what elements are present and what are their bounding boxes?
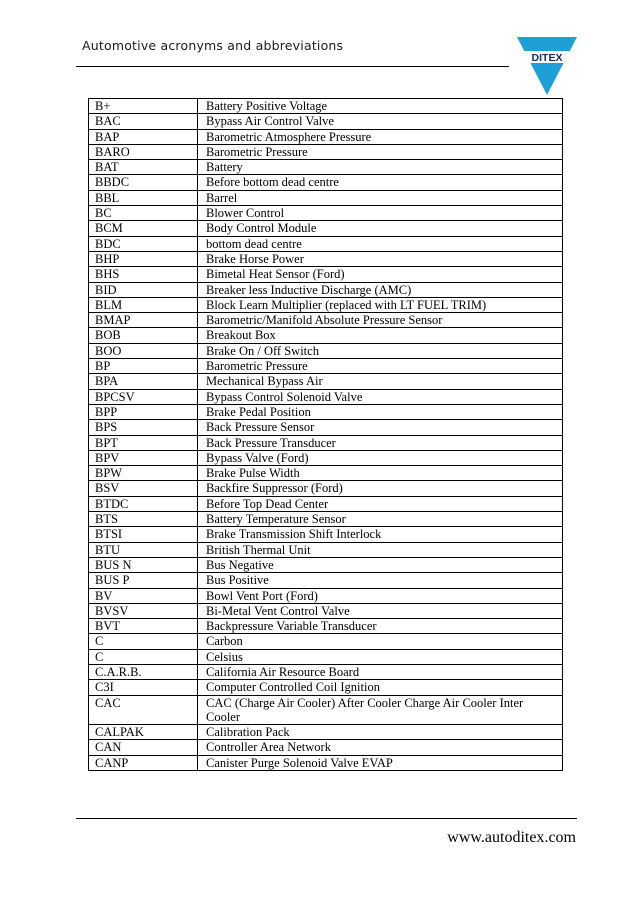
table-row bbox=[89, 450, 563, 465]
table-row bbox=[89, 99, 563, 114]
table-row bbox=[89, 755, 563, 770]
table-row bbox=[89, 328, 563, 343]
definition-cell: California Air Resource Board bbox=[198, 664, 563, 679]
table-row bbox=[89, 221, 563, 236]
definition-cell: Battery Temperature Sensor bbox=[198, 512, 563, 527]
definition-cell: Brake Horse Power bbox=[198, 251, 563, 266]
acronym-cell: BTU bbox=[89, 542, 198, 557]
table-row bbox=[89, 297, 563, 312]
definition-cell: Before bottom dead centre bbox=[198, 175, 563, 190]
acronym-cell: BAT bbox=[89, 160, 198, 175]
acronym-cell: BBDC bbox=[89, 175, 198, 190]
acronym-cell: BUS N bbox=[89, 557, 198, 572]
definition-cell: Celsius bbox=[198, 649, 563, 664]
footer-website[interactable]: www.autoditex.com bbox=[447, 829, 576, 846]
acronym-cell: BTS bbox=[89, 512, 198, 527]
acronym-cell: BTSI bbox=[89, 527, 198, 542]
definition-cell: Bimetal Heat Sensor (Ford) bbox=[198, 267, 563, 282]
table-row bbox=[89, 359, 563, 374]
table-row bbox=[89, 404, 563, 419]
definition-cell: Bypass Air Control Valve bbox=[198, 114, 563, 129]
table-row bbox=[89, 313, 563, 328]
definition-cell: Battery Positive Voltage bbox=[198, 99, 563, 114]
table-row bbox=[89, 435, 563, 450]
acronym-cell: BHS bbox=[89, 267, 198, 282]
logo-text: DITEX bbox=[531, 52, 563, 64]
definition-cell: Bus Negative bbox=[198, 557, 563, 572]
definition-cell: Brake On / Off Switch bbox=[198, 343, 563, 358]
definition-cell: Barometric Pressure bbox=[198, 144, 563, 159]
definition-cell: Backpressure Variable Transducer bbox=[198, 619, 563, 634]
acronym-cell: BLM bbox=[89, 297, 198, 312]
definition-cell: Canister Purge Solenoid Valve EVAP bbox=[198, 755, 563, 770]
acronym-cell: BCM bbox=[89, 221, 198, 236]
acronym-cell: BMAP bbox=[89, 313, 198, 328]
table-row bbox=[89, 680, 563, 695]
definition-cell: Mechanical Bypass Air bbox=[198, 374, 563, 389]
definition-cell: Bypass Valve (Ford) bbox=[198, 450, 563, 465]
acronym-cell: BBL bbox=[89, 190, 198, 205]
table-row bbox=[89, 603, 563, 618]
acronym-cell: BP bbox=[89, 359, 198, 374]
acronym-cell: BOO bbox=[89, 343, 198, 358]
acronym-cell: C bbox=[89, 649, 198, 664]
table-row bbox=[89, 420, 563, 435]
table-row bbox=[89, 251, 563, 266]
acronym-cell: B+ bbox=[89, 99, 198, 114]
acronym-cell: BTDC bbox=[89, 496, 198, 511]
table-row bbox=[89, 466, 563, 481]
acronym-cell: BVT bbox=[89, 619, 198, 634]
definition-cell: Controller Area Network bbox=[198, 740, 563, 755]
acronym-table-container bbox=[88, 98, 563, 771]
acronym-cell: BARO bbox=[89, 144, 198, 159]
table-row bbox=[89, 144, 563, 159]
definition-cell: Bypass Control Solenoid Valve bbox=[198, 389, 563, 404]
definition-cell: Barometric/Manifold Absolute Pressure Sensor bbox=[198, 313, 563, 328]
definition-cell: Calibration Pack bbox=[198, 725, 563, 740]
definition-cell: Bus Positive bbox=[198, 573, 563, 588]
acronym-cell: BHP bbox=[89, 251, 198, 266]
acronym-cell: BPW bbox=[89, 466, 198, 481]
table-row bbox=[89, 634, 563, 649]
table-row bbox=[89, 282, 563, 297]
definition-cell: Brake Pulse Width bbox=[198, 466, 563, 481]
definition-cell: Computer Controlled Coil Ignition bbox=[198, 680, 563, 695]
table-row bbox=[89, 649, 563, 664]
definition-cell: Block Learn Multiplier (replaced with LT FUEL TRIM) bbox=[198, 297, 563, 312]
table-row bbox=[89, 542, 563, 557]
acronym-cell: BDC bbox=[89, 236, 198, 251]
acronym-cell: BSV bbox=[89, 481, 198, 496]
acronym-cell: C.A.R.B. bbox=[89, 664, 198, 679]
acronym-cell: CANP bbox=[89, 755, 198, 770]
table-row bbox=[89, 236, 563, 251]
acronym-cell: CAN bbox=[89, 740, 198, 755]
definition-cell: Bi-Metal Vent Control Valve bbox=[198, 603, 563, 618]
definition-cell: CAC (Charge Air Cooler) After Cooler Charge Air Cooler Inter Cooler bbox=[198, 695, 563, 725]
definition-cell: Backfire Suppressor (Ford) bbox=[198, 481, 563, 496]
header-divider bbox=[76, 66, 509, 67]
page-header-title: Automotive acronyms and abbreviations bbox=[82, 38, 344, 53]
table-row bbox=[89, 496, 563, 511]
definition-cell: Brake Pedal Position bbox=[198, 404, 563, 419]
table-row bbox=[89, 481, 563, 496]
acronym-cell: BPV bbox=[89, 450, 198, 465]
table-row bbox=[89, 740, 563, 755]
definition-cell: bottom dead centre bbox=[198, 236, 563, 251]
table-row bbox=[89, 389, 563, 404]
table-row bbox=[89, 588, 563, 603]
table-row bbox=[89, 343, 563, 358]
table-row bbox=[89, 527, 563, 542]
definition-cell: Bowl Vent Port (Ford) bbox=[198, 588, 563, 603]
footer-divider bbox=[76, 818, 577, 819]
acronym-cell: BC bbox=[89, 206, 198, 221]
definition-cell: Before Top Dead Center bbox=[198, 496, 563, 511]
definition-cell: Barrel bbox=[198, 190, 563, 205]
acronym-cell: BPCSV bbox=[89, 389, 198, 404]
table-row bbox=[89, 190, 563, 205]
acronym-cell: C bbox=[89, 634, 198, 649]
definition-cell: British Thermal Unit bbox=[198, 542, 563, 557]
table-row bbox=[89, 160, 563, 175]
acronym-cell: BV bbox=[89, 588, 198, 603]
table-row bbox=[89, 114, 563, 129]
definition-cell: Blower Control bbox=[198, 206, 563, 221]
ditex-logo bbox=[517, 37, 577, 97]
definition-cell: Brake Transmission Shift Interlock bbox=[198, 527, 563, 542]
acronym-table bbox=[88, 98, 563, 771]
acronym-cell: BPT bbox=[89, 435, 198, 450]
table-row bbox=[89, 725, 563, 740]
definition-cell: Barometric Atmosphere Pressure bbox=[198, 129, 563, 144]
table-row bbox=[89, 267, 563, 282]
table-row bbox=[89, 695, 563, 725]
definition-cell: Back Pressure Transducer bbox=[198, 435, 563, 450]
acronym-cell: BVSV bbox=[89, 603, 198, 618]
table-row bbox=[89, 619, 563, 634]
definition-cell: Body Control Module bbox=[198, 221, 563, 236]
acronym-cell: BPA bbox=[89, 374, 198, 389]
acronym-cell: C3I bbox=[89, 680, 198, 695]
acronym-cell: BPP bbox=[89, 404, 198, 419]
definition-cell: Breaker less Inductive Discharge (AMC) bbox=[198, 282, 563, 297]
acronym-cell: BAP bbox=[89, 129, 198, 144]
table-row bbox=[89, 206, 563, 221]
acronym-table-body bbox=[89, 99, 563, 771]
logo-triangle-shape bbox=[517, 37, 577, 95]
table-row bbox=[89, 573, 563, 588]
table-row bbox=[89, 512, 563, 527]
definition-cell: Battery bbox=[198, 160, 563, 175]
acronym-cell: BID bbox=[89, 282, 198, 297]
definition-cell: Carbon bbox=[198, 634, 563, 649]
definition-cell: Barometric Pressure bbox=[198, 359, 563, 374]
acronym-cell: CALPAK bbox=[89, 725, 198, 740]
table-row bbox=[89, 374, 563, 389]
definition-cell: Back Pressure Sensor bbox=[198, 420, 563, 435]
table-row bbox=[89, 129, 563, 144]
table-row bbox=[89, 175, 563, 190]
acronym-cell: BAC bbox=[89, 114, 198, 129]
table-row bbox=[89, 664, 563, 679]
table-row bbox=[89, 557, 563, 572]
acronym-cell: BPS bbox=[89, 420, 198, 435]
acronym-cell: BUS P bbox=[89, 573, 198, 588]
definition-cell: Breakout Box bbox=[198, 328, 563, 343]
acronym-cell: BOB bbox=[89, 328, 198, 343]
acronym-cell: CAC bbox=[89, 695, 198, 725]
